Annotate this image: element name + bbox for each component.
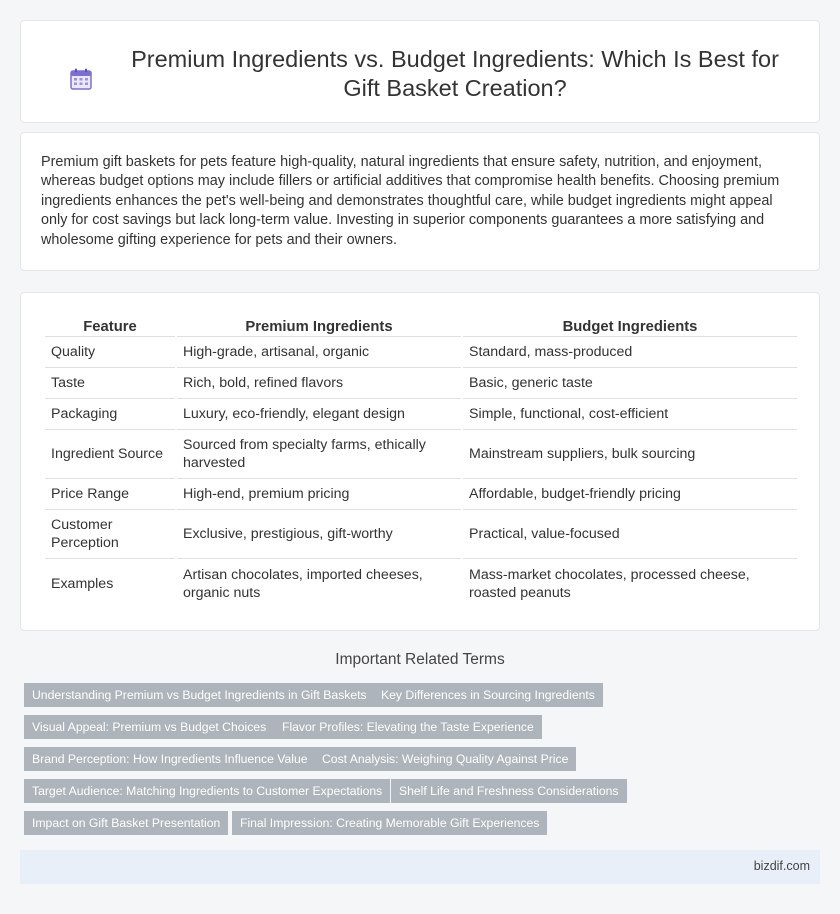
table-cell: Customer Perception [45, 510, 175, 559]
table-cell: Artisan chocolates, imported cheeses, organic nuts [183, 566, 423, 601]
related-terms-heading: Important Related Terms [335, 651, 505, 668]
calendar-icon [69, 67, 93, 91]
footer [20, 850, 820, 884]
table-cell: Simple, functional, cost-efficient [463, 399, 797, 430]
table-cell: Quality [45, 337, 175, 368]
table-row [45, 479, 797, 510]
related-term-tag[interactable]: Visual Appeal: Premium vs Budget Choices [24, 715, 274, 739]
table-cell: Mass-market chocolates, processed cheese, roasted peanuts [469, 566, 750, 601]
related-term-tag[interactable]: Understanding Premium vs Budget Ingredients in Gift Baskets [24, 683, 375, 707]
footer-site-name[interactable]: bizdif.com [753, 859, 810, 873]
related-term-tag[interactable]: Brand Perception: How Ingredients Influence Value [24, 747, 316, 771]
table-row [45, 337, 797, 368]
table-row [45, 559, 797, 608]
table-cell: Mainstream suppliers, bulk sourcing [463, 430, 797, 479]
title-card [20, 20, 820, 123]
table-cell: Sourced from specialty farms, ethically harvested [177, 430, 461, 479]
table-cell: Standard, mass-produced [463, 337, 797, 368]
summary-text: Premium gift baskets for pets feature high-quality, natural ingredients that ensure safety, nutrition, and enjoyment, whereas budget options may include fillers or artificial additives that compromise health benefits. Choosing premium ingredients enhances the pet's well-being and demonstrates thoughtful care, while budget ingredients might appeal only for cost savings but lack long-term value. Investing in superior components guarantees a more satisfying and wholesome gifting experience for pets and their owners. [41, 154, 780, 248]
related-term-tag[interactable]: Impact on Gift Basket Presentation [24, 811, 228, 835]
table-cell: Ingredient Source [45, 430, 175, 479]
related-term-tag[interactable]: Flavor Profiles: Elevating the Taste Experience [274, 715, 542, 739]
table-cell: High-end, premium pricing [177, 479, 461, 510]
table-cell: Examples [51, 575, 114, 592]
table-row [45, 368, 797, 399]
page-title: Premium Ingredients vs. Budget Ingredients: Which Is Best for Gift Basket Creation? [131, 46, 779, 101]
table-cell: Taste [45, 368, 175, 399]
table-row [45, 430, 797, 479]
comparison-table [43, 313, 799, 608]
table-row [45, 510, 797, 559]
table-cell: Exclusive, prestigious, gift-worthy [177, 510, 461, 559]
table-cell: Basic, generic taste [463, 368, 797, 399]
related-term-tag[interactable]: Target Audience: Matching Ingredients to Customer Expectations [24, 779, 390, 803]
related-term-tag[interactable]: Key Differences in Sourcing Ingredients [373, 683, 603, 707]
column-header-feature: Feature [45, 313, 175, 337]
table-cell: Packaging [45, 399, 175, 430]
table-row [45, 399, 797, 430]
related-term-tag[interactable]: Cost Analysis: Weighing Quality Against Price [314, 747, 576, 771]
table-cell: High-grade, artisanal, organic [177, 337, 461, 368]
table-cell: Luxury, eco-friendly, elegant design [177, 399, 461, 430]
column-header-budget: Budget Ingredients [463, 313, 797, 337]
related-term-tag[interactable]: Final Impression: Creating Memorable Gift Experiences [232, 811, 547, 835]
related-term-tag[interactable]: Shelf Life and Freshness Considerations [391, 779, 627, 803]
table-cell: Price Range [45, 479, 175, 510]
table-cell: Rich, bold, refined flavors [177, 368, 461, 399]
table-cell: Affordable, budget-friendly pricing [463, 479, 797, 510]
column-header-premium: Premium Ingredients [177, 313, 461, 337]
summary-card [20, 132, 820, 271]
comparison-table-card [20, 292, 820, 631]
table-cell: Practical, value-focused [463, 510, 797, 559]
